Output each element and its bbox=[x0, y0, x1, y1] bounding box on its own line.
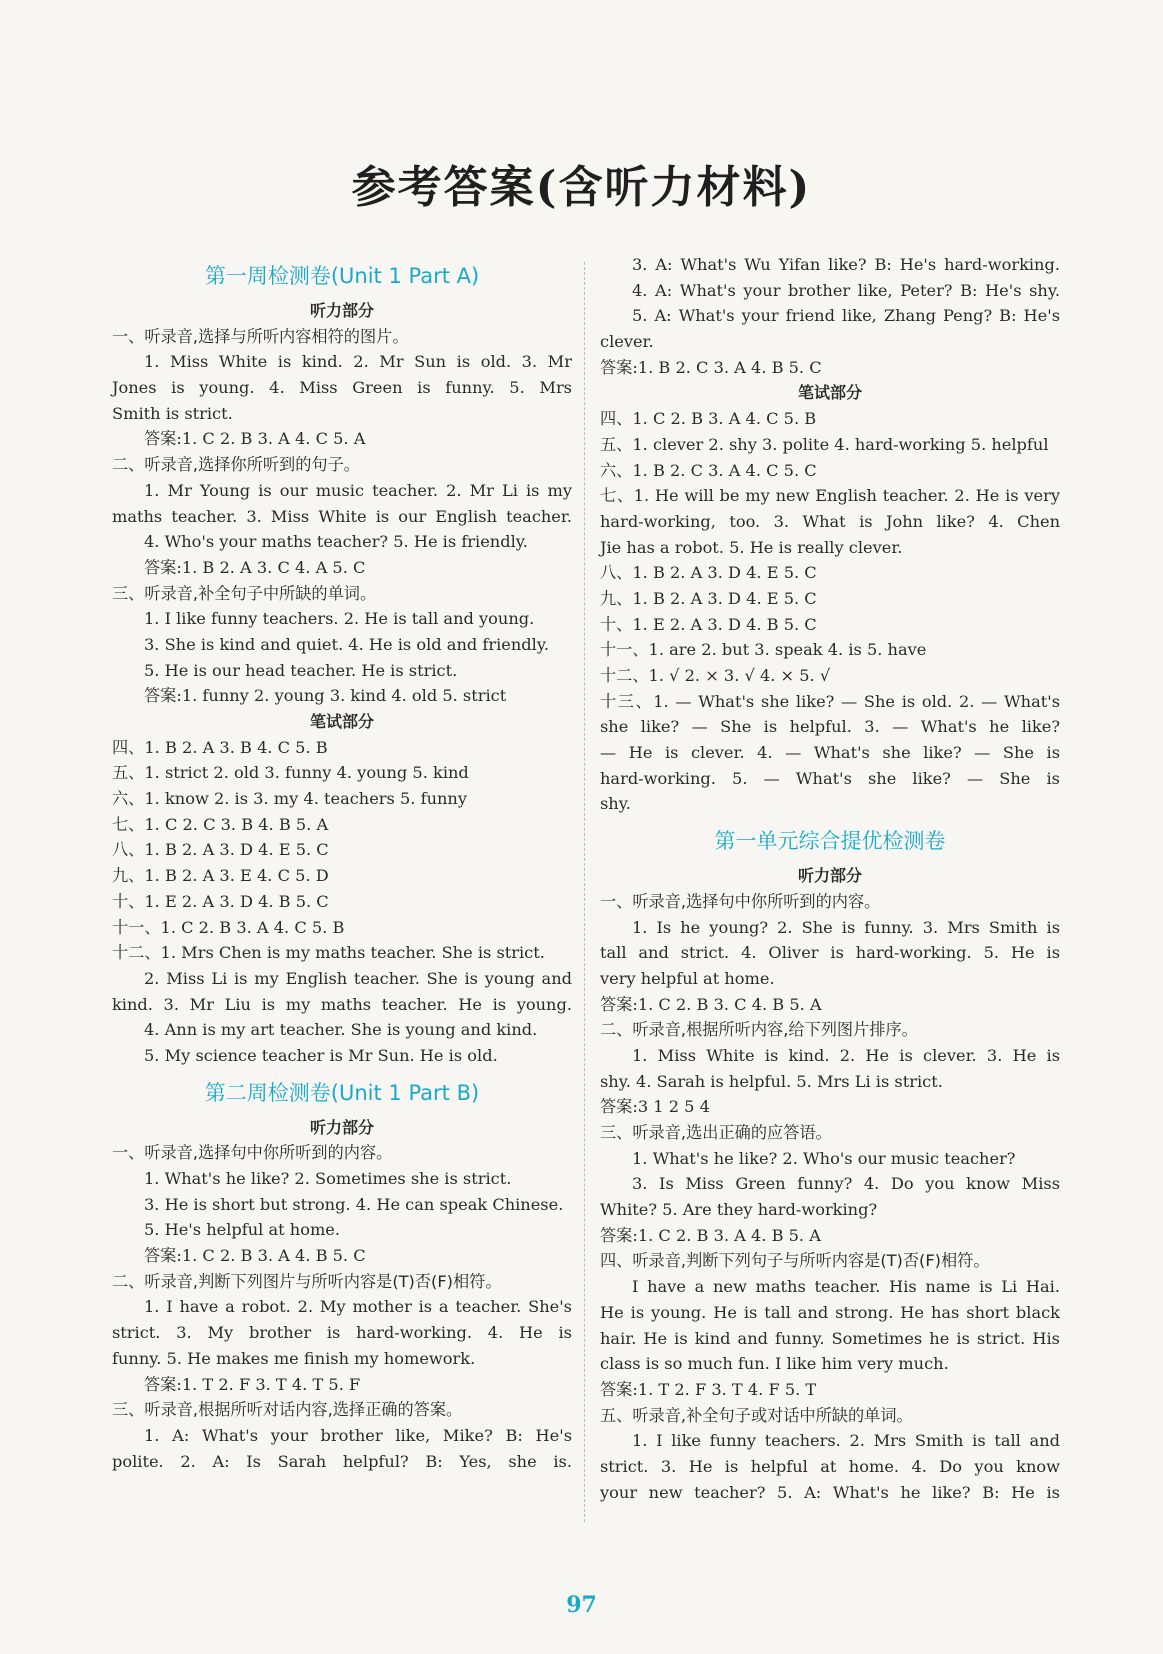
answer-line: 答案:1. B 2. C 3. A 4. B 5. C bbox=[600, 357, 822, 377]
question-heading: 四、听录音,判断下列句子与所听内容是(T)否(F)相符。 bbox=[600, 1251, 990, 1271]
transcript-line: 3. A: What's Wu Yifan like? B: He's hard-working. bbox=[632, 255, 1060, 274]
listening-heading: 听力部分 bbox=[309, 301, 374, 320]
column-divider bbox=[584, 262, 585, 1522]
transcript-line: Smith is strict. bbox=[112, 403, 233, 423]
answer-line: 答案:1. C 2. B 3. A 4. B 5. C bbox=[144, 1246, 366, 1266]
transcript-line: 3. She is kind and quiet. 4. He is old and friendly. bbox=[144, 634, 549, 654]
transcript-line: clever. bbox=[600, 332, 654, 352]
section-title-week2: 第二周检测卷(Unit 1 Part B) bbox=[204, 1080, 480, 1105]
transcript-line: 1. I like funny teachers. 2. He is tall and young. bbox=[144, 609, 535, 629]
page-number: 97 bbox=[566, 1592, 597, 1618]
transcript-line: 4. Who's your maths teacher? 5. He is friendly. bbox=[144, 532, 528, 552]
transcript-line: hair. He is kind and funny. Sometimes he is strict. His bbox=[600, 1328, 1060, 1348]
transcript-line: 1. What's he like? 2. Sometimes she is strict. bbox=[144, 1169, 512, 1188]
answer-line: 答案:1. B 2. A 3. C 4. A 5. C bbox=[144, 557, 366, 577]
transcript-line: shy. 4. Sarah is helpful. 5. Mrs Li is strict. bbox=[600, 1071, 943, 1091]
answer-line: 答案:1. funny 2. young 3. kind 4. old 5. strict bbox=[144, 686, 507, 706]
answer-line: hard-working, too. 3. What is John like? 4. Chen bbox=[600, 511, 1060, 531]
transcript-line: 3. He is short but strong. 4. He can speak Chinese. bbox=[144, 1194, 564, 1214]
transcript-line: He is young. He is tall and strong. He has short black bbox=[600, 1302, 1060, 1322]
answer-line: 十、1. E 2. A 3. D 4. B 5. C bbox=[112, 891, 329, 911]
answer-line: 七、1. C 2. C 3. B 4. B 5. A bbox=[112, 814, 329, 834]
question-heading: 一、听录音,选择与所听内容相符的图片。 bbox=[112, 326, 409, 346]
answer-line: 答案:1. T 2. F 3. T 4. T 5. F bbox=[144, 1374, 361, 1394]
transcript-line: 1. Miss White is kind. 2. He is clever. 3. He is bbox=[632, 1045, 1060, 1065]
answer-line: 十三、1. — What's she like? — She is old. 2. — What's bbox=[600, 691, 1060, 711]
transcript-line: 3. Is Miss Green funny? 4. Do you know Miss bbox=[632, 1174, 1060, 1194]
answer-line: she like? — She is helpful. 3. — What's he like? bbox=[600, 717, 1060, 737]
listening-heading: 听力部分 bbox=[309, 1117, 374, 1137]
question-heading: 三、听录音,补全句子中所缺的单词。 bbox=[112, 583, 377, 603]
transcript-line: 5. He is our head teacher. He is strict. bbox=[144, 660, 458, 680]
transcript-line: 1. I have a robot. 2. My mother is a teacher. She's bbox=[144, 1297, 572, 1317]
answer-line: 答案:1. C 2. B 3. A 4. C 5. A bbox=[144, 429, 366, 449]
question-heading: 二、听录音,根据所听内容,给下列图片排序。 bbox=[600, 1020, 918, 1040]
answer-line: shy. bbox=[600, 794, 631, 814]
transcript-line: 1. What's he like? 2. Who's our music teacher? bbox=[632, 1148, 1016, 1168]
transcript-line: funny. 5. He makes me finish my homework. bbox=[112, 1348, 476, 1368]
transcript-line: very helpful at home. bbox=[600, 968, 775, 988]
answer-line: 五、1. clever 2. shy 3. polite 4. hard-working 5. helpful bbox=[600, 434, 1049, 454]
answer-line: 四、1. B 2. A 3. B 4. C 5. B bbox=[112, 737, 328, 757]
right-column bbox=[600, 252, 1060, 1505]
listening-heading: 听力部分 bbox=[797, 866, 862, 886]
question-heading: 二、听录音,选择你所听到的句子。 bbox=[112, 455, 360, 475]
section-title-week1: 第一周检测卷(Unit 1 Part A) bbox=[204, 264, 480, 288]
transcript-line: I have a new maths teacher. His name is Li Hai. bbox=[632, 1277, 1060, 1297]
answer-line: 九、1. B 2. A 3. D 4. E 5. C bbox=[600, 588, 817, 608]
answer-line: 六、1. know 2. is 3. my 4. teachers 5. funny bbox=[112, 789, 467, 809]
question-heading: 五、听录音,补全句子或对话中所缺的单词。 bbox=[600, 1405, 913, 1425]
transcript-line: 5. He's helpful at home. bbox=[144, 1220, 341, 1240]
answer-line: 十二、1. Mrs Chen is my maths teacher. She is strict. bbox=[112, 943, 545, 963]
answer-line: 答案:3 1 2 5 4 bbox=[600, 1097, 710, 1117]
transcript-line: White? 5. Are they hard-working? bbox=[600, 1200, 878, 1220]
answer-line: 四、1. C 2. B 3. A 4. C 5. B bbox=[600, 409, 817, 429]
answer-line: 九、1. B 2. A 3. E 4. C 5. D bbox=[112, 866, 329, 886]
transcript-line: maths teacher. 3. Miss White is our English teacher. bbox=[112, 506, 572, 526]
answer-line: 十、1. E 2. A 3. D 4. B 5. C bbox=[600, 614, 817, 634]
transcript-line: 5. A: What's your friend like, Zhang Peng? B: He's bbox=[632, 306, 1060, 326]
transcript-line: class is so much fun. I like him very much. bbox=[600, 1354, 949, 1374]
answer-line: — He is clever. 4. — What's she like? — She is bbox=[600, 743, 1060, 763]
question-heading: 二、听录音,判断下列图片与所听内容是(T)否(F)相符。 bbox=[112, 1271, 502, 1291]
question-heading: 三、听录音,根据所听对话内容,选择正确的答案。 bbox=[112, 1400, 463, 1420]
section-title-unit1: 第一单元综合提优检测卷 bbox=[714, 829, 946, 854]
answer-line: 八、1. B 2. A 3. D 4. E 5. C bbox=[600, 563, 817, 583]
written-heading: 笔试部分 bbox=[797, 383, 862, 403]
transcript-line: strict. 3. He is helpful at home. 4. Do you know bbox=[600, 1456, 1060, 1476]
answer-line: kind. 3. Mr Liu is my maths teacher. He is young. bbox=[112, 994, 572, 1014]
written-heading: 笔试部分 bbox=[309, 712, 374, 731]
answer-line: 答案:1. T 2. F 3. T 4. F 5. T bbox=[600, 1379, 817, 1399]
question-heading: 三、听录音,选出正确的应答语。 bbox=[600, 1123, 832, 1142]
answer-line: 5. My science teacher is Mr Sun. He is old. bbox=[144, 1045, 498, 1065]
transcript-line: 1. Mr Young is our music teacher. 2. Mr Li is my bbox=[144, 480, 572, 500]
transcript-line: 1. A: What's your brother like, Mike? B: He's bbox=[144, 1425, 572, 1445]
answer-line: 4. Ann is my art teacher. She is young and kind. bbox=[144, 1020, 538, 1040]
question-heading: 一、听录音,选择句中你所听到的内容。 bbox=[600, 891, 881, 911]
answer-line: 十二、1. √ 2. × 3. √ 4. × 5. √ bbox=[600, 666, 831, 685]
transcript-line: 1. I like funny teachers. 2. Mrs Smith is tall and bbox=[632, 1431, 1060, 1451]
answer-line: 六、1. B 2. C 3. A 4. C 5. C bbox=[600, 460, 817, 480]
answer-line: 2. Miss Li is my English teacher. She is young and bbox=[144, 968, 572, 988]
transcript-line: strict. 3. My brother is hard-working. 4. He is bbox=[112, 1323, 572, 1343]
answer-line: 答案:1. C 2. B 3. A 4. B 5. A bbox=[600, 1225, 821, 1245]
answer-line: 七、1. He will be my new English teacher. 2. He is very bbox=[600, 486, 1060, 506]
question-heading: 一、听录音,选择句中你所听到的内容。 bbox=[112, 1143, 393, 1163]
answer-line: 十一、1. C 2. B 3. A 4. C 5. B bbox=[112, 917, 345, 937]
left-column bbox=[112, 252, 572, 1474]
transcript-line: tall and strict. 4. Oliver is hard-working. 5. He is bbox=[600, 943, 1060, 963]
transcript-line: 1. Is he young? 2. She is funny. 3. Mrs Smith is bbox=[632, 917, 1060, 937]
answer-line: 五、1. strict 2. old 3. funny 4. young 5. kind bbox=[112, 763, 469, 783]
answer-line: hard-working. 5. — What's she like? — She is bbox=[600, 768, 1060, 788]
answer-line: 十一、1. are 2. but 3. speak 4. is 5. have bbox=[600, 640, 927, 660]
answer-line: 答案:1. C 2. B 3. C 4. B 5. A bbox=[600, 994, 822, 1014]
transcript-line: 1. Miss White is kind. 2. Mr Sun is old. 3. Mr bbox=[144, 352, 572, 372]
transcript-line: your new teacher? 5. A: What's he like? B: He is bbox=[600, 1482, 1060, 1502]
transcript-line: polite. 2. A: Is Sarah helpful? B: Yes, she is. bbox=[112, 1451, 572, 1471]
transcript-line: 4. A: What's your brother like, Peter? B: He's shy. bbox=[632, 280, 1060, 300]
transcript-line: Jones is young. 4. Miss Green is funny. 5. Mrs bbox=[112, 378, 572, 398]
answer-line: 八、1. B 2. A 3. D 4. E 5. C bbox=[112, 840, 329, 860]
page-title: 参考答案(含听力材料) bbox=[351, 162, 812, 213]
answer-line: Jie has a robot. 5. He is really clever. bbox=[600, 537, 903, 557]
